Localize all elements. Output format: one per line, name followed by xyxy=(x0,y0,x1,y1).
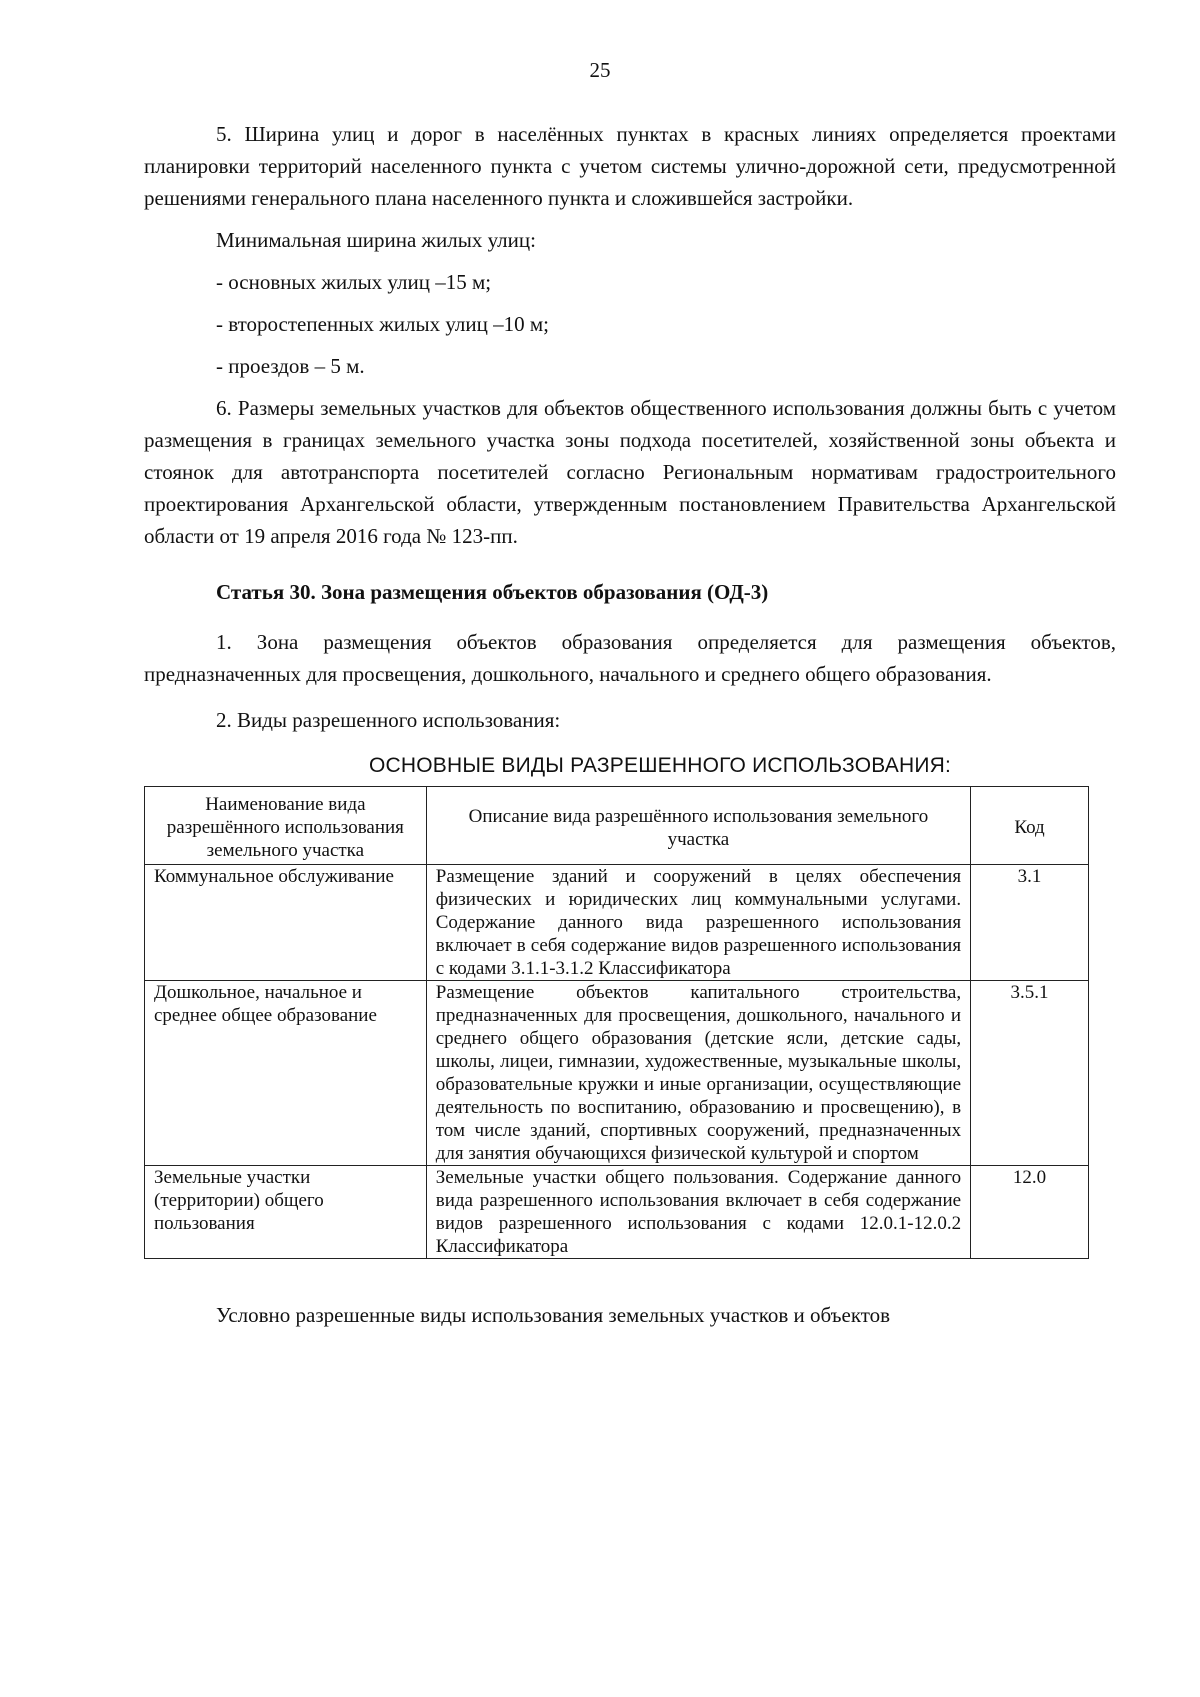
paragraph-5: 5. Ширина улиц и дорог в населённых пунктах в красных линиях определяется проектами планировки территорий населенного пункта с учетом системы улично-дорожной сети, предусмотренной решениями генерального плана населенного пункта и сложившейся застройки. xyxy=(144,122,1116,210)
table-row xyxy=(145,981,1089,1166)
page-content xyxy=(144,118,1116,1331)
cell-description: Размещение объектов капитального строительства, предназначенных для просвещения, дошкольного, начального и среднего общего образования (детские ясли, детские сады, школы, лицеи, гимназии, художественные, музыкальные школы, образовательные кружки и иные организации, осуществляющие деятельность по воспитанию, образованию и просвещению), в том числе зданий, спортивных сооружений, предназначенных для занятия обучающихся физической культурой и спортом xyxy=(426,981,970,1166)
cell-name: Дошкольное, начальное и среднее общее образование xyxy=(145,981,427,1166)
min-width-label: Минимальная ширина жилых улиц: xyxy=(216,228,536,252)
table-title: ОСНОВНЫЕ ВИДЫ РАЗРЕШЕННОГО ИСПОЛЬЗОВАНИЯ: xyxy=(368,754,952,777)
width-item: - основных жилых улиц –15 м; xyxy=(216,270,492,294)
header-name: Наименование вида разрешённого использования земельного участка xyxy=(145,787,427,865)
paragraph-6: 6. Размеры земельных участков для объектов общественного использования должны быть с учетом размещения в границах земельного участка зоны подхода посетителей, хозяйственной зоны объекта и стоянок для автотранспорта посетителей согласно Региональным нормативам градостроительного проектирования Архангельской области, утвержденным постановлением Правительства Архангельской области от 19 апреля 2016 года № 123-пп. xyxy=(144,396,1116,548)
article-paragraph-1: 1. Зона размещения объектов образования определяется для размещения объектов, предназначенных для просвещения, дошкольного, начального и среднего общего образования. xyxy=(144,630,1116,686)
permitted-use-table xyxy=(144,786,1089,1259)
cell-code: 3.1 xyxy=(971,865,1089,981)
table-header-row xyxy=(145,787,1089,865)
width-item: - проездов – 5 м. xyxy=(216,354,365,378)
header-description: Описание вида разрешённого использования земельного участка xyxy=(426,787,970,865)
article-heading: Статья 30. Зона размещения объектов образования (ОД-3) xyxy=(216,580,769,604)
page-number: 25 xyxy=(589,58,611,82)
cell-code: 3.5.1 xyxy=(971,981,1089,1166)
table-row xyxy=(145,865,1089,981)
cell-code: 12.0 xyxy=(971,1166,1089,1259)
width-item: - второстепенных жилых улиц –10 м; xyxy=(216,312,550,336)
trailing-paragraph: Условно разрешенные виды использования земельных участков и объектов xyxy=(216,1303,891,1327)
header-code: Код xyxy=(971,787,1089,865)
cell-name: Коммунальное обслуживание xyxy=(145,865,427,981)
cell-name: Земельные участки (территории) общего пользования xyxy=(145,1166,427,1259)
article-paragraph-2: 2. Виды разрешенного использования: xyxy=(216,708,561,732)
cell-description: Земельные участки общего пользования. Содержание данного вида разрешенного использования включает в себя содержание видов разрешенного использования с кодами 12.0.1-12.0.2 Классификатора xyxy=(426,1166,970,1259)
cell-description: Размещение зданий и сооружений в целях обеспечения физических и юридических лиц коммунальными услугами. Содержание данного вида разрешенного использования включает в себя содержание видов разрешенного использования с кодами 3.1.1-3.1.2 Классификатора xyxy=(426,865,970,981)
table-row xyxy=(145,1166,1089,1259)
